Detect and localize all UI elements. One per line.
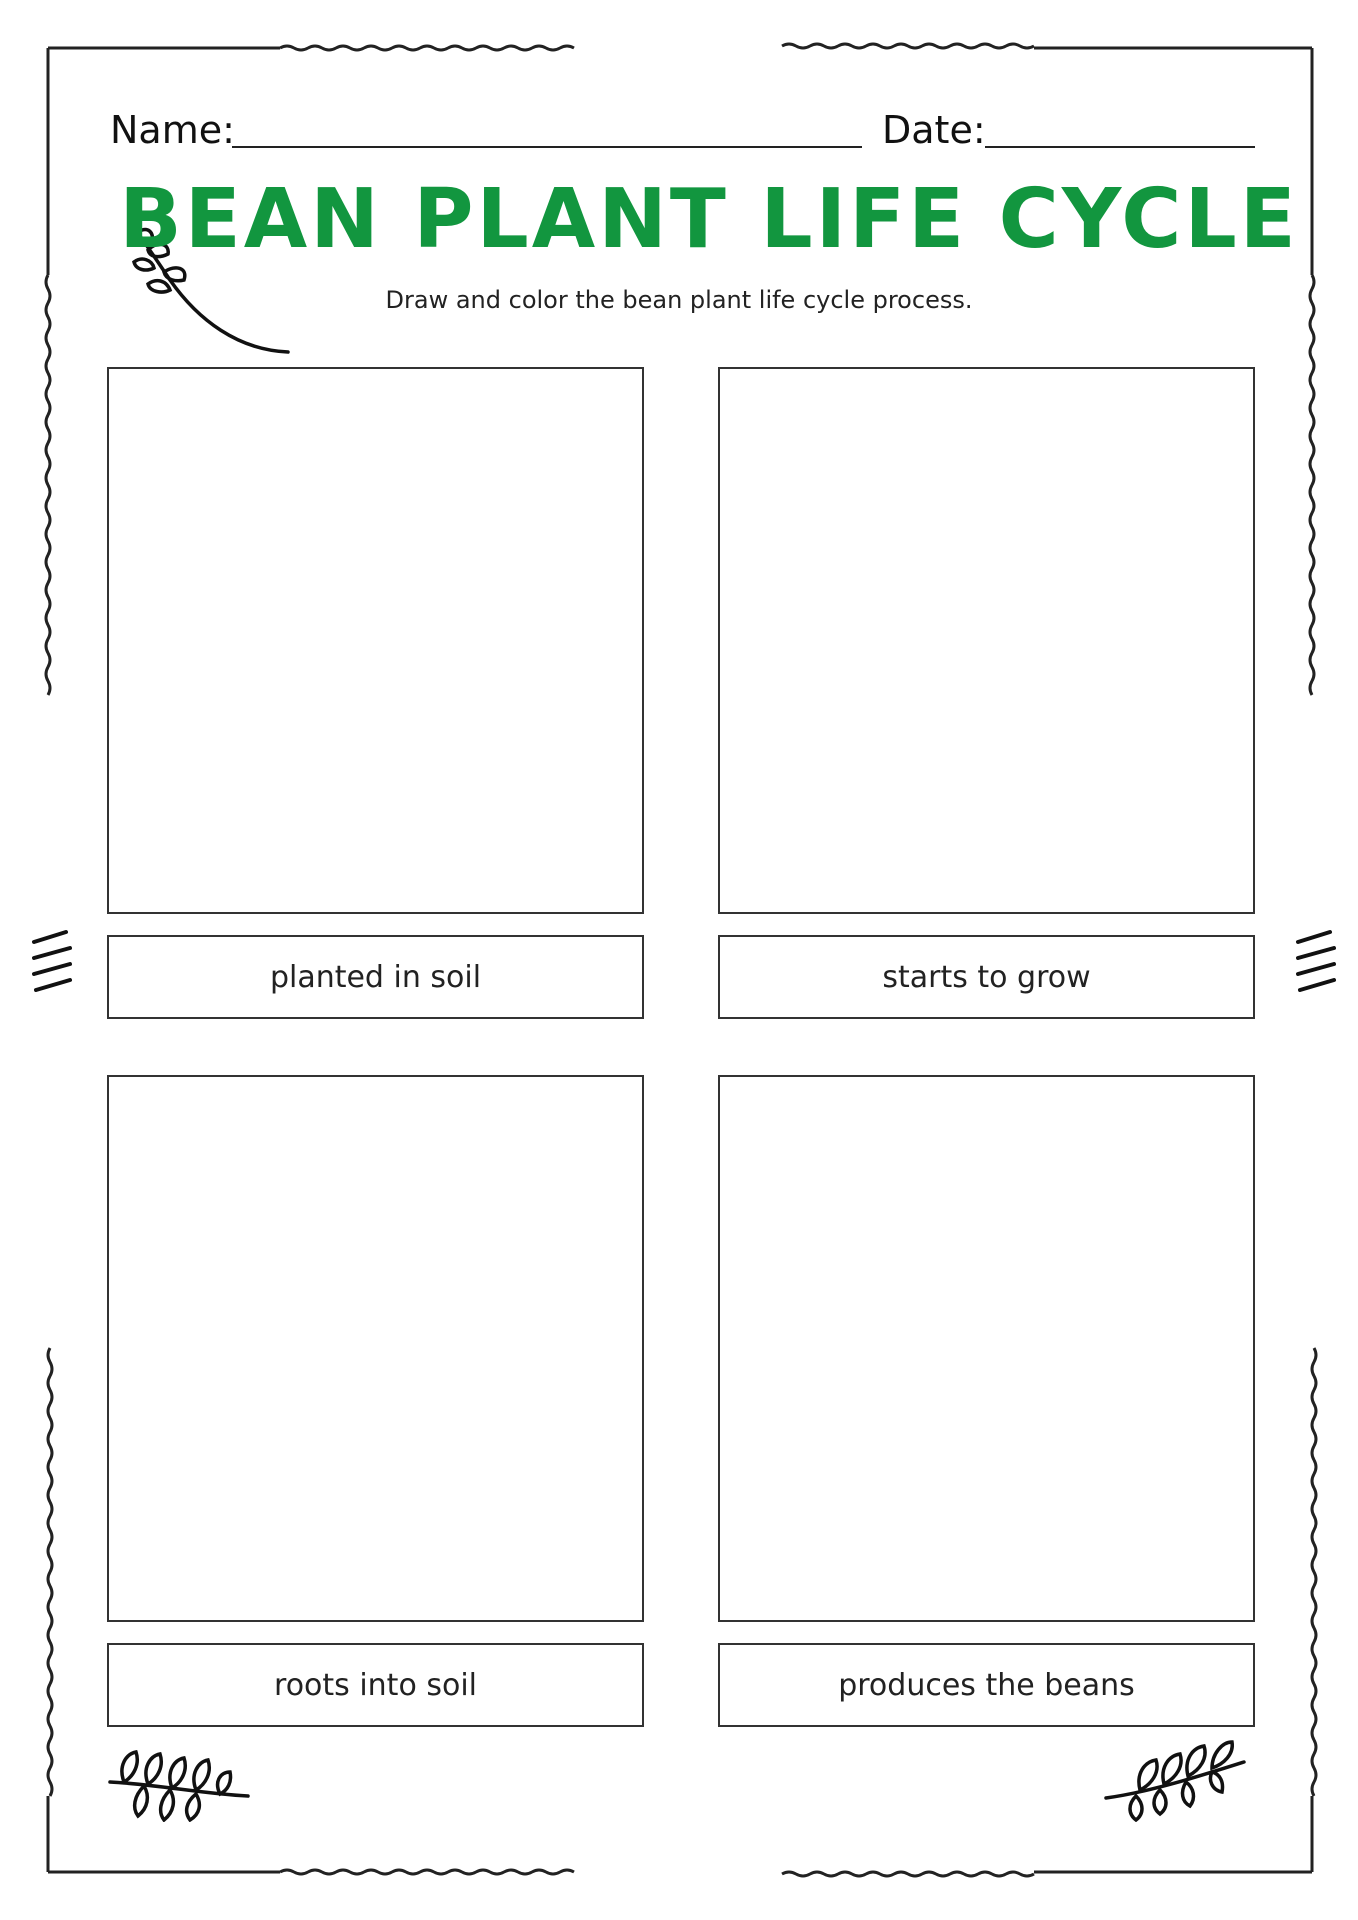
laurel-branch-icon	[104, 1742, 254, 1822]
stage-caption-2: starts to grow	[718, 935, 1255, 1019]
instructions: Draw and color the bean plant life cycle process.	[385, 286, 973, 314]
hatch-lines-icon	[1292, 928, 1340, 992]
drawing-box-3[interactable]	[107, 1075, 644, 1622]
date-line[interactable]	[985, 146, 1255, 148]
hatch-lines-icon	[28, 928, 76, 992]
stage-caption-4: produces the beans	[718, 1643, 1255, 1727]
stage-caption-3: roots into soil	[107, 1643, 644, 1727]
stage-caption-1: planted in soil	[107, 935, 644, 1019]
name-label: Name:	[110, 108, 235, 152]
date-label: Date:	[882, 108, 986, 152]
drawing-box-2[interactable]	[718, 367, 1255, 914]
drawing-box-4[interactable]	[718, 1075, 1255, 1622]
drawing-box-1[interactable]	[107, 367, 644, 914]
page-title: BEAN PLANT LIFE CYCLE	[119, 172, 1299, 267]
name-line[interactable]	[232, 146, 862, 148]
laurel-branch-icon	[1100, 1732, 1250, 1822]
